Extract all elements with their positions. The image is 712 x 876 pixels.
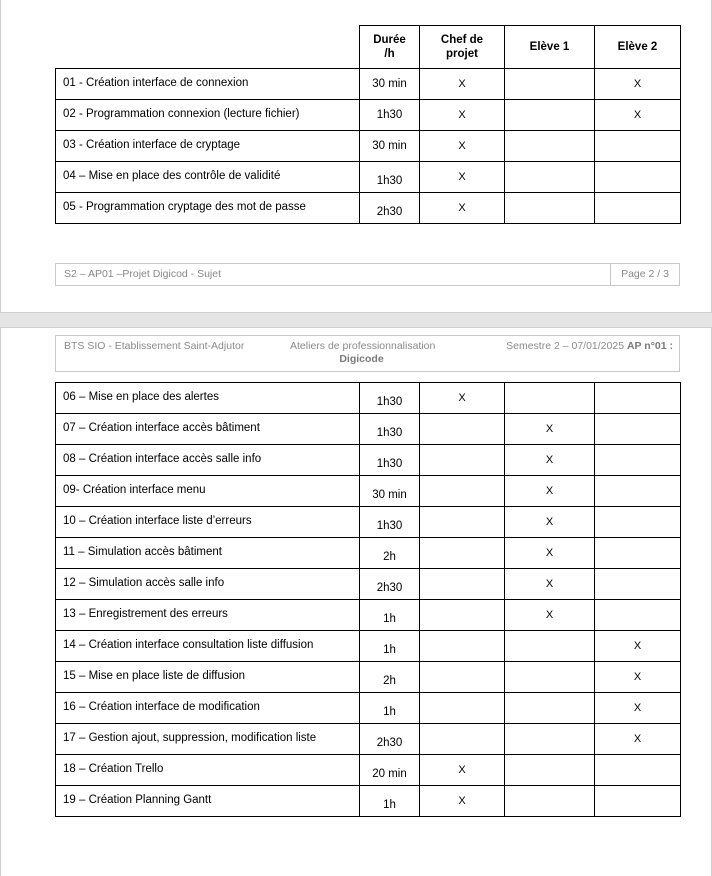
- assignment-chef-de-projet: [420, 445, 505, 476]
- assignment-eleve-2: X: [595, 100, 681, 131]
- assignment-eleve-1: [505, 631, 595, 662]
- task-table-head: [56, 26, 681, 69]
- table-row: [56, 162, 681, 193]
- header-project-title: Digicode: [339, 353, 384, 365]
- footer-text: S2 – AP01 –Projet Digicod - Sujet: [55, 263, 611, 286]
- duree-line-1: Durée: [373, 33, 406, 46]
- table-row: [56, 786, 681, 817]
- assignment-eleve-2: X: [595, 693, 681, 724]
- assignment-eleve-1: [505, 100, 595, 131]
- assignment-eleve-1: [505, 383, 595, 414]
- task-duration: 1h30: [360, 162, 420, 193]
- task-duration: 30 min: [360, 69, 420, 100]
- task-duration: 30 min: [360, 476, 420, 507]
- assignment-eleve-1: X: [505, 600, 595, 631]
- table-row: [56, 69, 681, 100]
- assignment-eleve-2: [595, 476, 681, 507]
- task-duration: 2h: [360, 662, 420, 693]
- assignment-chef-de-projet: [420, 600, 505, 631]
- task-description: 15 – Mise en place liste de diffusion: [56, 662, 360, 693]
- assignment-chef-de-projet: X: [420, 162, 505, 193]
- task-description: 12 – Simulation accès salle info: [56, 569, 360, 600]
- table-row: [56, 193, 681, 224]
- table-row: [56, 414, 681, 445]
- task-duration: 1h30: [360, 100, 420, 131]
- task-description: 05 - Programmation cryptage des mot de passe: [56, 193, 360, 224]
- task-description: 07 – Création interface accès bâtiment: [56, 414, 360, 445]
- assignment-chef-de-projet: X: [420, 69, 505, 100]
- column-header-eleve-1: Elève 1: [505, 26, 595, 69]
- table-row: [56, 383, 681, 414]
- header-establishment: BTS SIO - Etablissement Saint-Adjutor: [64, 340, 245, 352]
- task-description: 04 – Mise en place des contrôle de validité: [56, 162, 360, 193]
- header-top-row: [56, 336, 679, 352]
- task-duration: 1h: [360, 631, 420, 662]
- header-semester-date: Semestre 2 – 07/01/2025: [506, 340, 627, 352]
- task-duration: 1h30: [360, 414, 420, 445]
- column-header-duree: [360, 26, 420, 69]
- assignment-chef-de-projet: [420, 693, 505, 724]
- column-header-description: [56, 26, 360, 69]
- chef-line-1: Chef de: [440, 33, 484, 46]
- task-duration: 1h: [360, 600, 420, 631]
- task-description: 18 – Création Trello: [56, 755, 360, 786]
- assignment-eleve-1: X: [505, 414, 595, 445]
- task-duration: 1h30: [360, 383, 420, 414]
- assignment-eleve-2: [595, 538, 681, 569]
- task-duration: 1h: [360, 786, 420, 817]
- assignment-eleve-2: [595, 445, 681, 476]
- assignment-eleve-2: X: [595, 724, 681, 755]
- task-duration: 1h: [360, 693, 420, 724]
- assignment-chef-de-projet: [420, 631, 505, 662]
- task-description: 10 – Création interface liste d’erreurs: [56, 507, 360, 538]
- assignment-eleve-2: X: [595, 662, 681, 693]
- table-row: [56, 131, 681, 162]
- assignment-eleve-2: [595, 755, 681, 786]
- header-workshop: Ateliers de professionnalisation: [290, 340, 436, 352]
- task-duration: 2h30: [360, 724, 420, 755]
- assignment-chef-de-projet: X: [420, 193, 505, 224]
- assignment-chef-de-projet: [420, 507, 505, 538]
- assignment-eleve-2: [595, 131, 681, 162]
- assignment-chef-de-projet: [420, 569, 505, 600]
- page-separator-gap: [0, 313, 712, 327]
- task-duration: 30 min: [360, 131, 420, 162]
- page-2: [0, 327, 712, 876]
- assignment-eleve-1: X: [505, 507, 595, 538]
- assignment-chef-de-projet: [420, 414, 505, 445]
- table-row: [56, 445, 681, 476]
- table-row: [56, 538, 681, 569]
- table-row: [56, 724, 681, 755]
- task-description: 06 – Mise en place des alertes: [56, 383, 360, 414]
- page-1: [0, 0, 712, 313]
- assignment-eleve-1: X: [505, 445, 595, 476]
- assignment-chef-de-projet: [420, 662, 505, 693]
- table-row: [56, 100, 681, 131]
- assignment-eleve-2: [595, 600, 681, 631]
- assignment-eleve-1: [505, 662, 595, 693]
- task-description: 02 - Programmation connexion (lecture fichier): [56, 100, 360, 131]
- task-duration: 20 min: [360, 755, 420, 786]
- assignment-eleve-2: [595, 414, 681, 445]
- task-duration: 2h30: [360, 193, 420, 224]
- assignment-chef-de-projet: X: [420, 383, 505, 414]
- table-row: [56, 631, 681, 662]
- page-2-header: [55, 335, 680, 372]
- header-semester-ap: [506, 340, 673, 352]
- assignment-eleve-2: [595, 162, 681, 193]
- page-1-footer: [55, 263, 680, 286]
- assignment-eleve-1: [505, 786, 595, 817]
- task-description: 09- Création interface menu: [56, 476, 360, 507]
- assignment-eleve-2: X: [595, 631, 681, 662]
- assignment-chef-de-projet: X: [420, 100, 505, 131]
- assignment-chef-de-projet: [420, 724, 505, 755]
- duree-line-2: /h: [384, 48, 395, 60]
- assignment-chef-de-projet: [420, 476, 505, 507]
- task-description: 13 – Enregistrement des erreurs: [56, 600, 360, 631]
- assignment-eleve-1: [505, 131, 595, 162]
- assignment-eleve-1: X: [505, 476, 595, 507]
- assignment-eleve-1: [505, 69, 595, 100]
- assignment-eleve-2: X: [595, 69, 681, 100]
- task-description: 01 - Création interface de connexion: [56, 69, 360, 100]
- chef-line-2: projet: [446, 48, 478, 60]
- task-table-page-1-container: [55, 25, 681, 224]
- table-row: [56, 662, 681, 693]
- table-row: [56, 755, 681, 786]
- assignment-chef-de-projet: X: [420, 755, 505, 786]
- column-header-eleve-2: Elève 2: [595, 26, 681, 69]
- task-duration: 2h: [360, 538, 420, 569]
- task-table-body-page-2: [56, 383, 681, 817]
- task-description: 08 – Création interface accès salle info: [56, 445, 360, 476]
- table-row: [56, 476, 681, 507]
- assignment-chef-de-projet: X: [420, 786, 505, 817]
- task-description: 14 – Création interface consultation liste diffusion: [56, 631, 360, 662]
- assignment-eleve-1: [505, 755, 595, 786]
- assignment-eleve-1: [505, 193, 595, 224]
- assignment-eleve-2: [595, 193, 681, 224]
- header-ap-number: AP n°01 :: [626, 340, 673, 352]
- assignment-eleve-1: [505, 693, 595, 724]
- task-table-page-2-container: [55, 382, 681, 817]
- assignment-eleve-1: X: [505, 569, 595, 600]
- assignment-chef-de-projet: X: [420, 131, 505, 162]
- assignment-eleve-1: [505, 162, 595, 193]
- assignment-eleve-2: [595, 383, 681, 414]
- task-description: 17 – Gestion ajout, suppression, modification liste: [56, 724, 360, 755]
- task-description: 16 – Création interface de modification: [56, 693, 360, 724]
- table-row: [56, 507, 681, 538]
- table-row: [56, 693, 681, 724]
- task-description: 19 – Création Planning Gantt: [56, 786, 360, 817]
- assignment-eleve-2: [595, 569, 681, 600]
- column-header-chef-de-projet: [420, 26, 505, 69]
- task-table-page-2: [55, 382, 681, 817]
- assignment-eleve-1: X: [505, 538, 595, 569]
- task-table-page-1: [55, 25, 681, 224]
- task-duration: 1h30: [360, 445, 420, 476]
- footer-page-number: Page 2 / 3: [611, 263, 680, 286]
- task-description: 11 – Simulation accès bâtiment: [56, 538, 360, 569]
- task-duration: 1h30: [360, 507, 420, 538]
- table-row: [56, 600, 681, 631]
- task-table-body-page-1: [56, 69, 681, 224]
- task-description: 03 - Création interface de cryptage: [56, 131, 360, 162]
- table-row: [56, 569, 681, 600]
- assignment-eleve-2: [595, 507, 681, 538]
- assignment-eleve-1: [505, 724, 595, 755]
- task-duration: 2h30: [360, 569, 420, 600]
- assignment-eleve-2: [595, 786, 681, 817]
- assignment-chef-de-projet: [420, 538, 505, 569]
- table-header-row: [56, 26, 681, 69]
